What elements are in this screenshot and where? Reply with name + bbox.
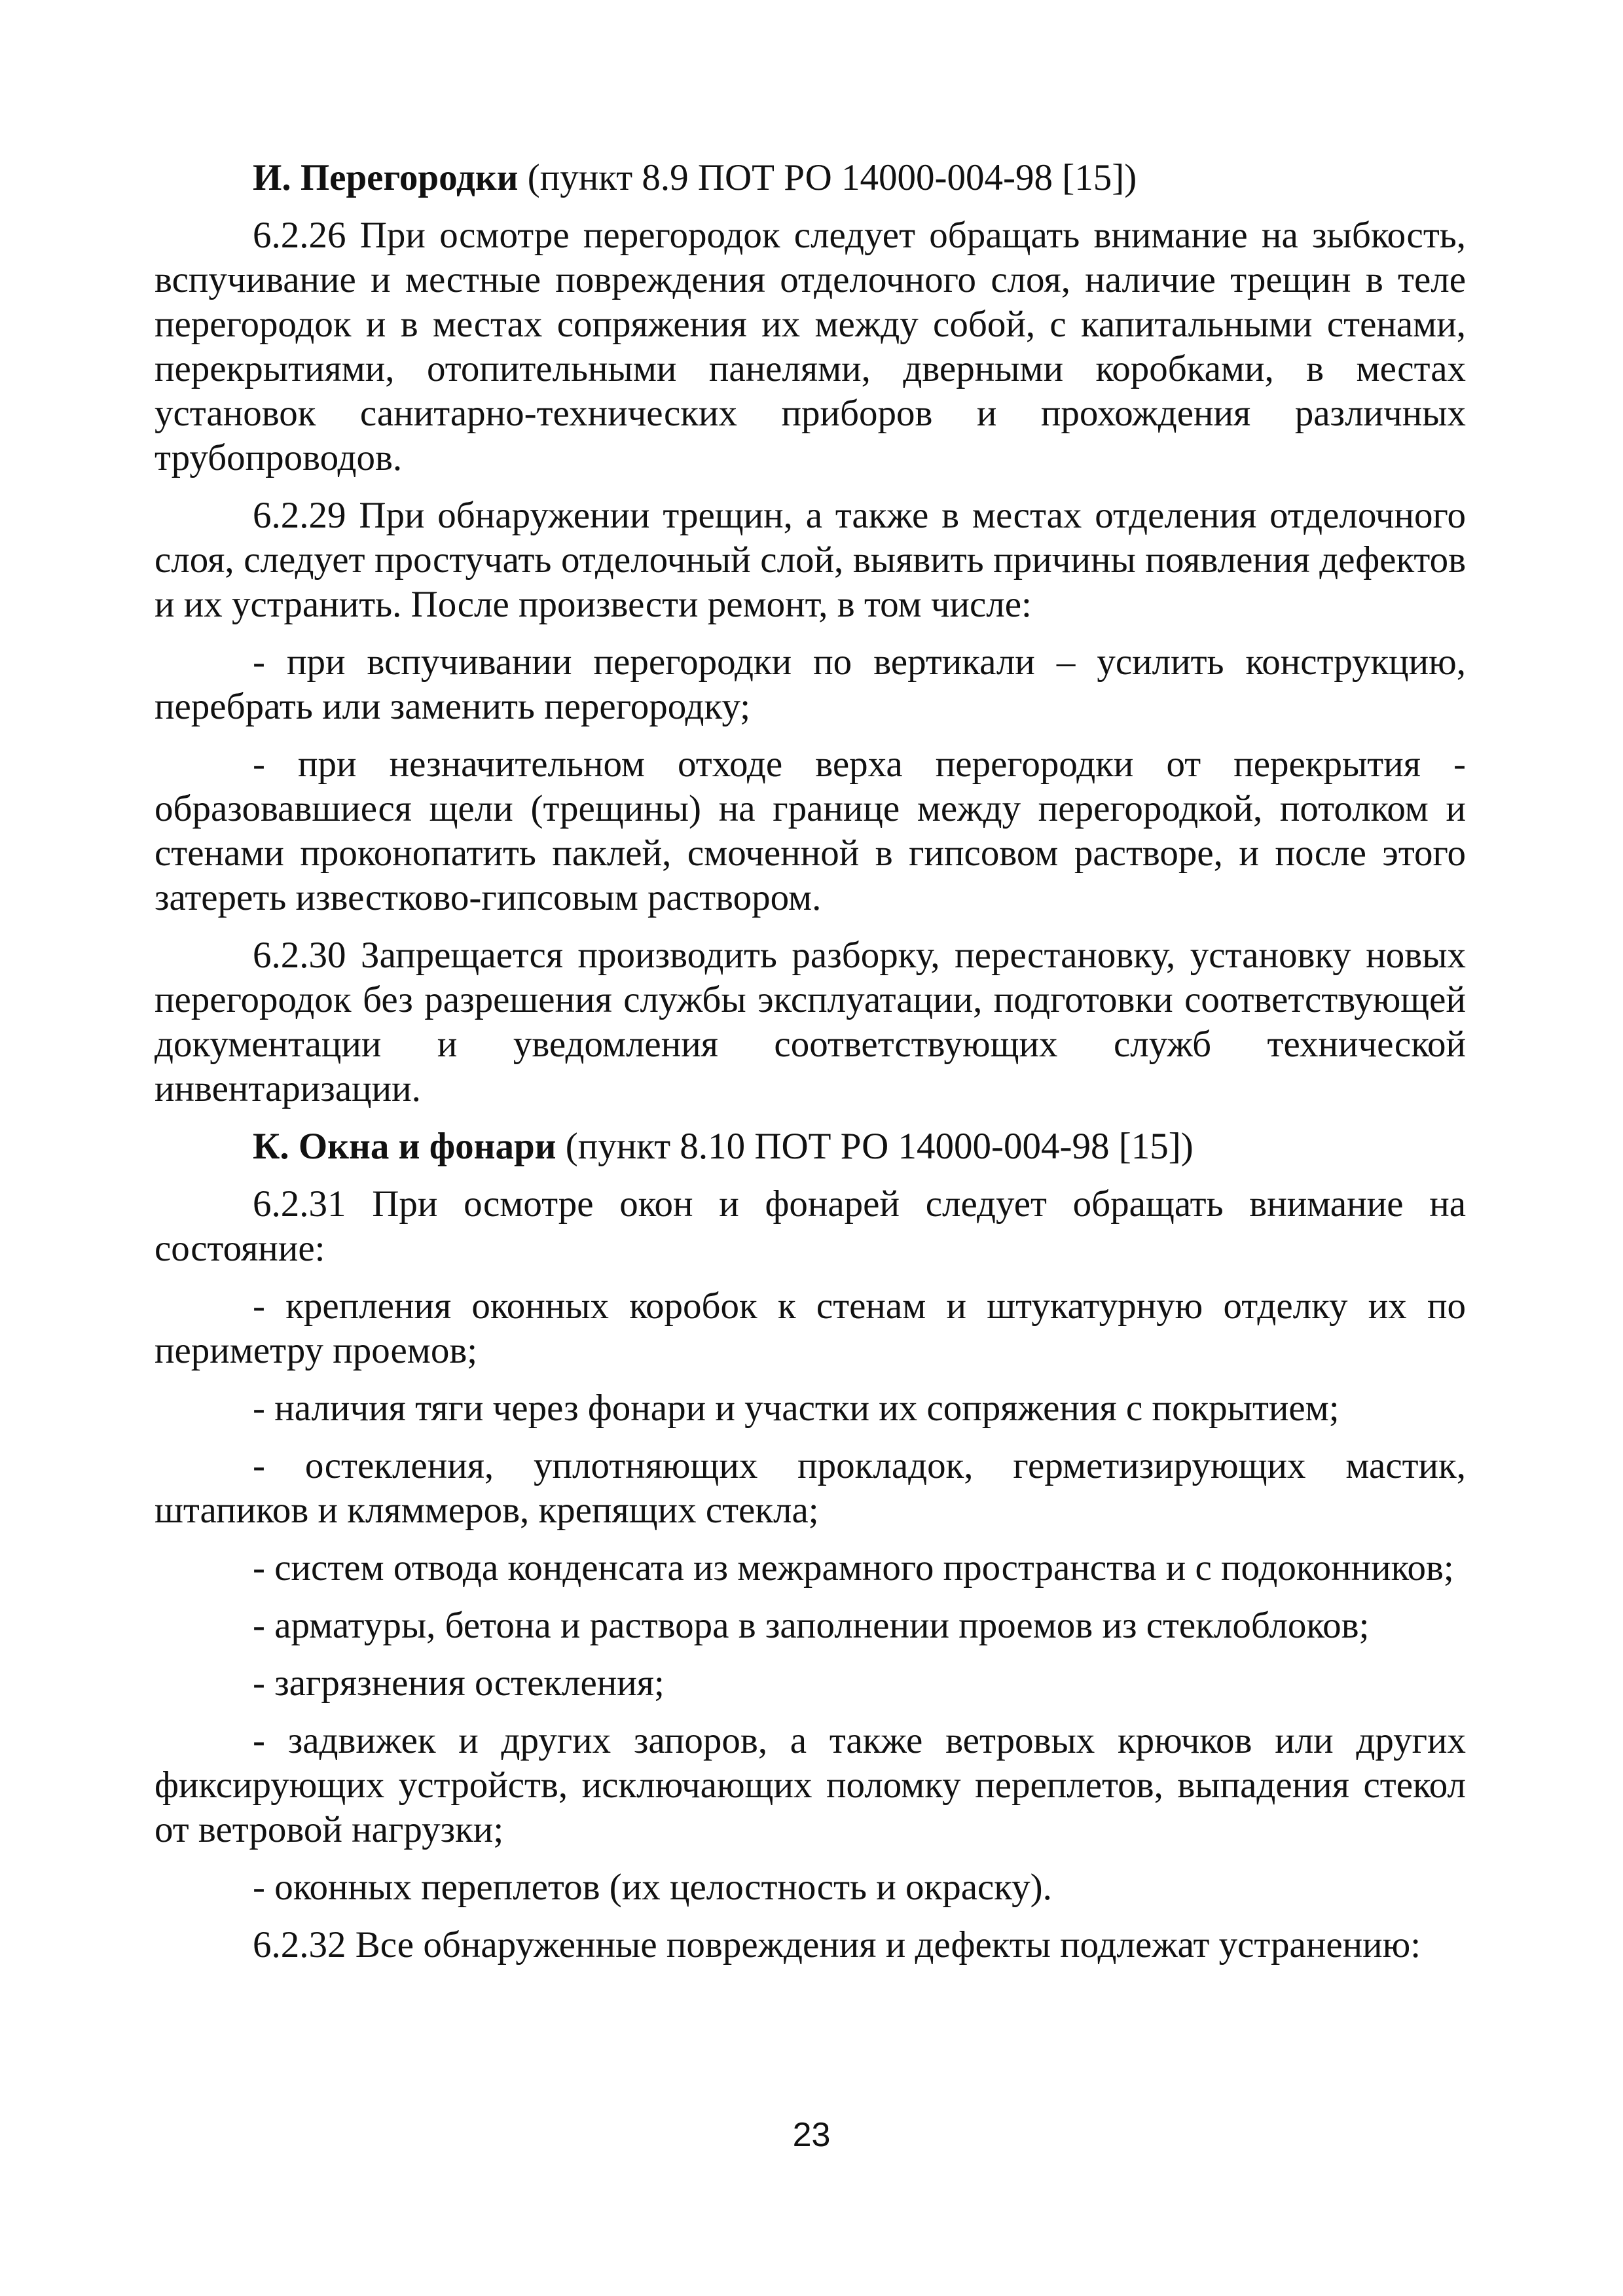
page-number: 23 bbox=[792, 2116, 831, 2154]
section-ref-k: (пункт 8.10 ПОТ РО 14000-004-98 [15]) bbox=[556, 1126, 1194, 1167]
list-item: - оконных переплетов (их целостность и окраску). bbox=[253, 1867, 1052, 1908]
section-ref-i: (пункт 8.9 ПОТ РО 14000-004-98 [15]) bbox=[518, 157, 1137, 198]
list-item: - задвижек и других запоров, а также ветровых крючков или других фиксирующих устройств, исключающих поломку переплетов, выпадения стекол от ветровой нагрузки; bbox=[155, 1720, 1466, 1850]
page-content bbox=[155, 156, 1466, 1981]
list-item: - арматуры, бетона и раствора в заполнении проемов из стеклоблоков; bbox=[253, 1605, 1370, 1646]
paragraph-6-2-31: 6.2.31 При осмотре окон и фонарей следует обращать внимание на состояние: bbox=[155, 1183, 1466, 1269]
paragraph-6-2-32: 6.2.32 Все обнаруженные повреждения и дефекты подлежат устранению: bbox=[253, 1924, 1421, 1965]
list-item: - при незначительном отходе верха перегородки от перекрытия - образовавшиеся щели (трещины) на границе между перегородкой, потолком и стенами проконопатить паклей, смоченной в гипсовом растворе, и после этого затереть известково-гипсовым раствором. bbox=[155, 744, 1466, 918]
list-item: - наличия тяги через фонари и участки их сопряжения с покрытием; bbox=[253, 1388, 1340, 1429]
list-item: - при вспучивании перегородки по вертикали – усилить конструкцию, перебрать или заменить перегородку; bbox=[155, 641, 1466, 727]
paragraph-6-2-29: 6.2.29 При обнаружении трещин, а также в местах отделения отделочного слоя, следует простучать отделочный слой, выявить причины появления дефектов и их устранить. После произвести ремонт, в том числе: bbox=[155, 495, 1466, 625]
section-heading-i bbox=[155, 156, 1466, 200]
list-item: - загрязнения остекления; bbox=[253, 1662, 665, 1704]
list-item: - крепления оконных коробок к стенам и штукатурную отделку их по периметру проемов; bbox=[155, 1285, 1466, 1371]
paragraph-6-2-30: 6.2.30 Запрещается производить разборку, перестановку, установку новых перегородок без разрешения службы эксплуатации, подготовки соответствующей документации и уведомления соответствующих служб технической инвентаризации. bbox=[155, 935, 1466, 1109]
section-title-i: И. Перегородки bbox=[253, 157, 519, 198]
section-title-k: К. Окна и фонари bbox=[253, 1126, 556, 1167]
paragraph-6-2-26: 6.2.26 При осмотре перегородок следует обращать внимание на зыбкость, вспучивание и местные повреждения отделочного слоя, наличие трещин в теле перегородок и в местах сопряжения их между собой, с капитальными стенами, перекрытиями, отопительными панелями, дверными коробками, в местах установок санитарно-технических приборов и прохождения различных трубопроводов. bbox=[155, 215, 1466, 478]
list-item: - систем отвода конденсата из межрамного пространства и с подоконников; bbox=[253, 1547, 1454, 1588]
section-heading-k bbox=[155, 1124, 1466, 1169]
list-item: - остекления, уплотняющих прокладок, герметизирующих мастик, штапиков и кляммеров, крепящих стекла; bbox=[155, 1445, 1466, 1531]
